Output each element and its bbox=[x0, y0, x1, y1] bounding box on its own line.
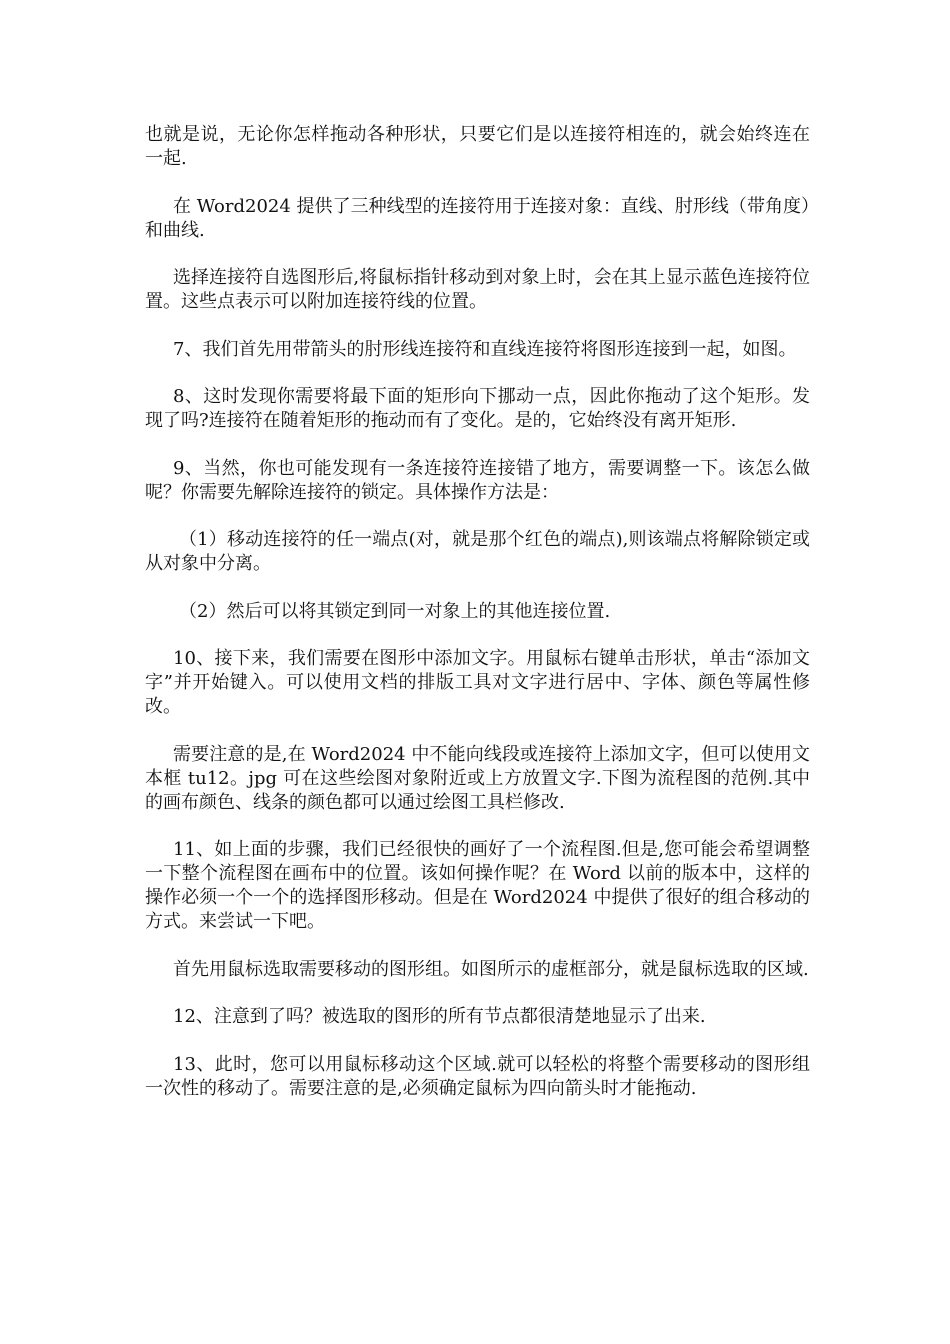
paragraph-step-9: 9、当然，你也可能发现有一条连接符连接错了地方，需要调整一下。该怎么做呢？你需要先解除连接符的锁定。具体操作方法是： bbox=[145, 457, 810, 503]
document-body bbox=[145, 123, 810, 1124]
paragraph-step-7: 7、我们首先用带箭头的肘形线连接符和直线连接符将图形连接到一起，如图。 bbox=[173, 338, 797, 360]
paragraph-substep-1: （1）移动连接符的任一端点(对，就是那个红色的端点),则该端点将解除锁定或从对象中分离。 bbox=[145, 529, 810, 574]
paragraph-step-12: 12、注意到了吗？被选取的图形的所有节点都很清楚地显示了出来. bbox=[173, 1006, 706, 1027]
paragraph-connector-sites: 选择连接符自选图形后,将鼠标指针移动到对象上时，会在其上显示蓝色连接符位置。这些点表示可以附加连接符线的位置。 bbox=[145, 267, 810, 312]
paragraph-step-13: 13、此时，您可以用鼠标移动这个区域.就可以轻松的将整个需要移动的图形组一次性的移动了。需要注意的是,必须确定鼠标为四向箭头时才能拖动. bbox=[145, 1053, 810, 1099]
paragraph-step-8: 8、这时发现你需要将最下面的矩形向下挪动一点，因此你拖动了这个矩形。发现了吗?连接符在随着矩形的拖动而有了变化。是的，它始终没有离开矩形. bbox=[145, 386, 810, 431]
paragraph-step-10: 10、接下来，我们需要在图形中添加文字。用鼠标右键单击形状，单击“添加文字”并开始键入。可以使用文档的排版工具对文字进行居中、字体、颜色等属性修改。 bbox=[145, 648, 810, 717]
paragraph-select-group: 首先用鼠标选取需要移动的图形组。如图所示的虚框部分，就是鼠标选取的区域. bbox=[173, 958, 809, 980]
paragraph-text-note: 需要注意的是,在 Word2024 中不能向线段或连接符上添加文字，但可以使用文本框 tu12。jpg 可在这些绘图对象附近或上方放置文字.下图为流程图的范例.其中的画布颜色、线条的颜色都可以通过绘图工具栏修改. bbox=[145, 743, 810, 813]
paragraph-connector-types: 在 Word2024 提供了三种线型的连接符用于连接对象：直线、肘形线（带角度）和曲线. bbox=[145, 195, 810, 241]
paragraph-step-11: 11、如上面的步骤，我们已经很快的画好了一个流程图.但是,您可能会希望调整一下整个流程图在画布中的位置。该如何操作呢？在 Word 以前的版本中，这样的操作必须一个一个的选择图形移动。但是在 Word2024 中提供了很好的组合移动的方式。来尝试一下吧。 bbox=[145, 839, 810, 932]
paragraph-substep-2: （2）然后可以将其锁定到同一对象上的其他连接位置. bbox=[179, 600, 611, 622]
paragraph-connector-intro: 也就是说，无论你怎样拖动各种形状，只要它们是以连接符相连的，就会始终连在一起. bbox=[145, 124, 810, 169]
